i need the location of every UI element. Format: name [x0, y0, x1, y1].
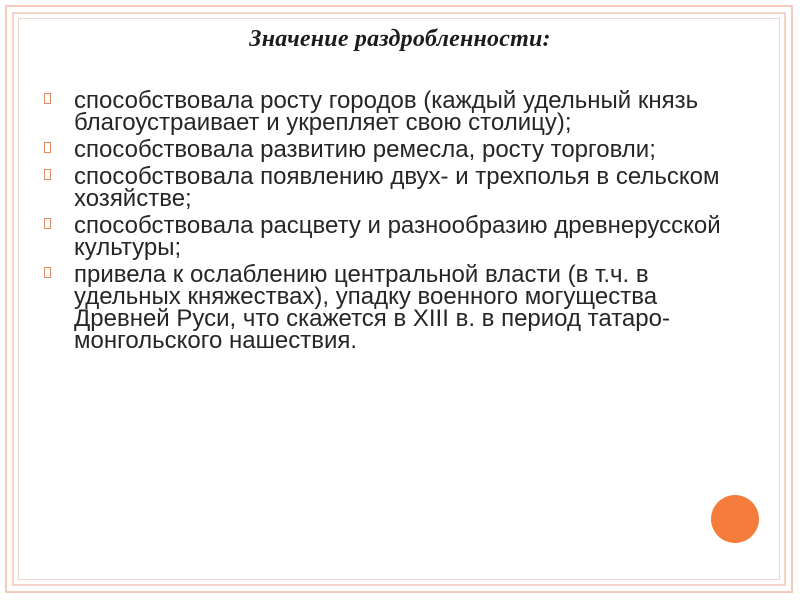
bullet-item — [44, 87, 744, 136]
bullet-item — [44, 212, 744, 261]
bullet-text: привела к ослаблению центральной власти (в т.ч. в удельных княжествах), упадку военного могущества Древней Руси, что скажется в XIII в. в период татаро-монгольского нашествия. — [74, 261, 670, 354]
bullet-text: способствовала развитию ремесла, росту торговли; — [74, 136, 656, 163]
bullet-item — [44, 261, 744, 354]
square-bullet-icon — [44, 142, 51, 153]
bullet-text: способствовала росту городов (каждый удельный князь благоустраивает и укрепляет свою столицу); — [74, 87, 699, 136]
bullet-text: способствовала появлению двух- и трехполья в сельском хозяйстве; — [74, 163, 720, 212]
bullet-item — [44, 163, 744, 212]
bullet-item — [44, 136, 744, 163]
square-bullet-icon — [44, 93, 51, 104]
orange-circle-icon — [711, 495, 759, 543]
bullet-text: способствовала расцвету и разнообразию древнерусской культуры; — [74, 212, 721, 261]
square-bullet-icon — [44, 218, 51, 229]
slide-title: Значение раздробленности: — [249, 26, 551, 52]
bullet-list — [44, 87, 744, 357]
square-bullet-icon — [44, 169, 51, 180]
square-bullet-icon — [44, 267, 51, 278]
